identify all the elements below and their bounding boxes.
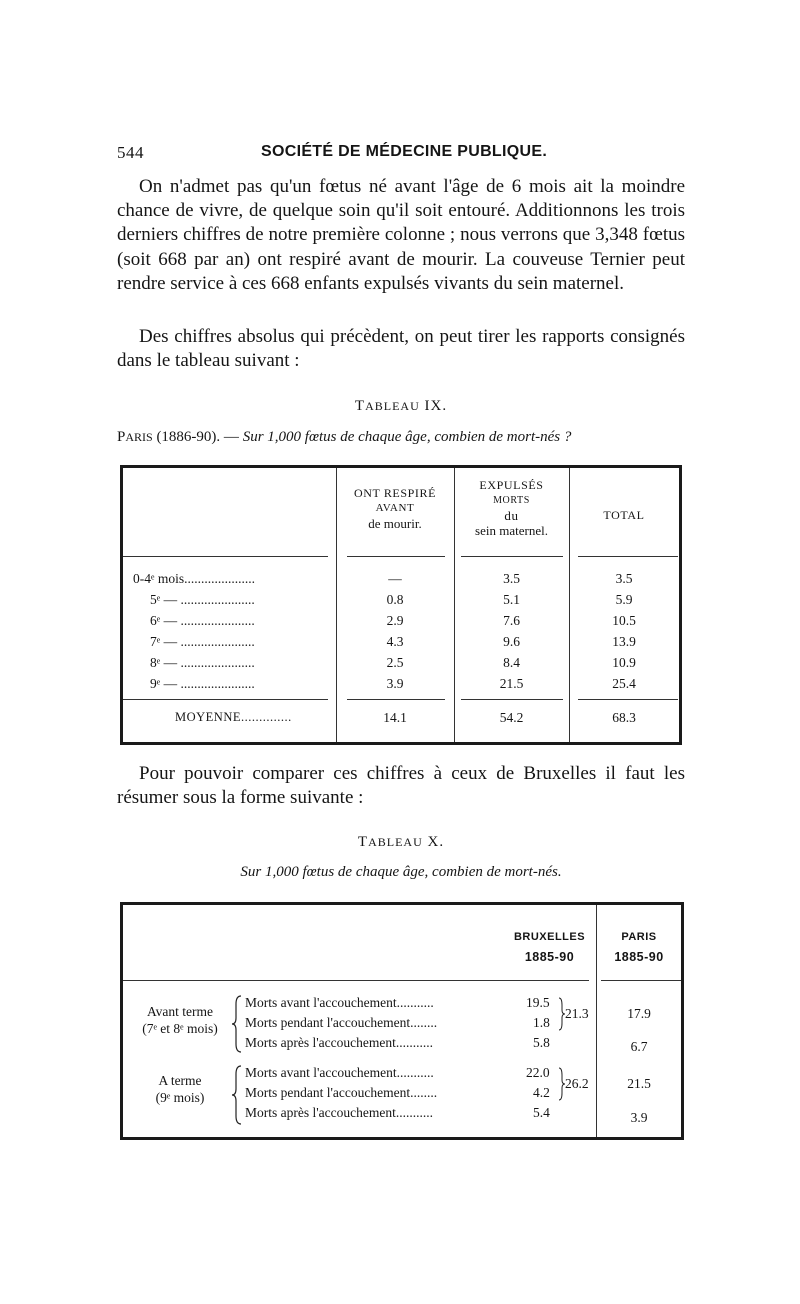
list-item: Morts pendant l'accouchement........	[245, 1015, 438, 1030]
brace-icon	[231, 994, 243, 1054]
table9: ONT RESPIRÉ AVANT de mourir. EXPULSÉS MORTS du sein maternel. TOTAL 0-4ᵉ mois..................... — 3.5 3.5 5ᵉ — ...................... 0.8 5.1 5.9 6ᵉ — ...................... 2.9 7.6 10.5 7ᵉ — ...................... 4.3 9.6 13.9 8ᵉ — ...................... 2.5 8.4 10.9 9ᵉ — ...................... 3.9 21.5 25.4 MOYENNE.............. 14.1 54.2 68.3	[120, 465, 682, 745]
page-number: 544	[117, 143, 144, 162]
table10-subtitle: Sur 1,000 fœtus de chaque âge, combien de mort-nés.	[240, 864, 562, 880]
table9-subtitle: PARIS (1886-90). — Sur 1,000 fœtus de chaque âge, combien de mort-nés ?	[117, 429, 572, 445]
table10: BRUXELLES 1885-90 PARIS 1885-90 Avant terme (7ᵉ et 8ᵉ mois) Morts avant l'accouchement........... Morts pendant l'accouchement........ Morts après l'accouchement........... 19.5 1.8 21.3 5.8 17.9 6.7 A terme (9ᵉ mois) Morts avant l'accouchement........... Morts pendant l'accouchement........ Morts après l'accouchement........... 22.0 4.2 26.2 5.4 21.5 3.9	[120, 902, 684, 1140]
list-item: Morts après l'accouchement...........	[245, 1105, 433, 1120]
col-header-bruxelles: BRUXELLES 1885-90	[513, 931, 586, 964]
paragraph-1: On n'admet pas qu'un fœtus né avant l'âge de 6 mois ait la moindre chance de vivre, de quelque soin qu'il soit entouré. Additionnons les trois derniers chiffres de notre première colonne ; nous verrons que 3,348 fœtus (soit 668 par an) ont respiré avant de mourir. La couveuse Ternier peut rendre service à ces 668 enfants expulsés vivants du sein maternel.	[117, 176, 685, 294]
running-header	[117, 143, 685, 167]
col-header-total: TOTAL	[603, 508, 645, 522]
paragraph-2: Des chiffres absolus qui précèdent, on peut tirer les rapports consignés dans le tableau suivant :	[117, 326, 685, 372]
list-item: Morts avant l'accouchement...........	[245, 995, 434, 1010]
brace-icon	[231, 1064, 243, 1126]
list-item: Morts après l'accouchement...........	[245, 1035, 433, 1050]
col-header-expulses: EXPULSÉS MORTS du sein maternel.	[475, 478, 548, 538]
table9-caption: TABLEAU IX.	[354, 398, 448, 414]
list-item: Morts pendant l'accouchement........	[245, 1085, 438, 1100]
list-item: Morts avant l'accouchement...........	[245, 1065, 434, 1080]
paragraph-3: Pour pouvoir comparer ces chiffres à ceux de Bruxelles il faut les résumer sous la forme suivante :	[117, 763, 685, 809]
col-header-paris: PARIS 1885-90	[614, 931, 664, 964]
table10-caption: TABLEAU X.	[357, 834, 445, 850]
running-title: SOCIÉTÉ DE MÉDECINE PUBLIQUE.	[261, 143, 548, 160]
col-header-respire: ONT RESPIRÉ AVANT de mourir.	[353, 486, 437, 531]
